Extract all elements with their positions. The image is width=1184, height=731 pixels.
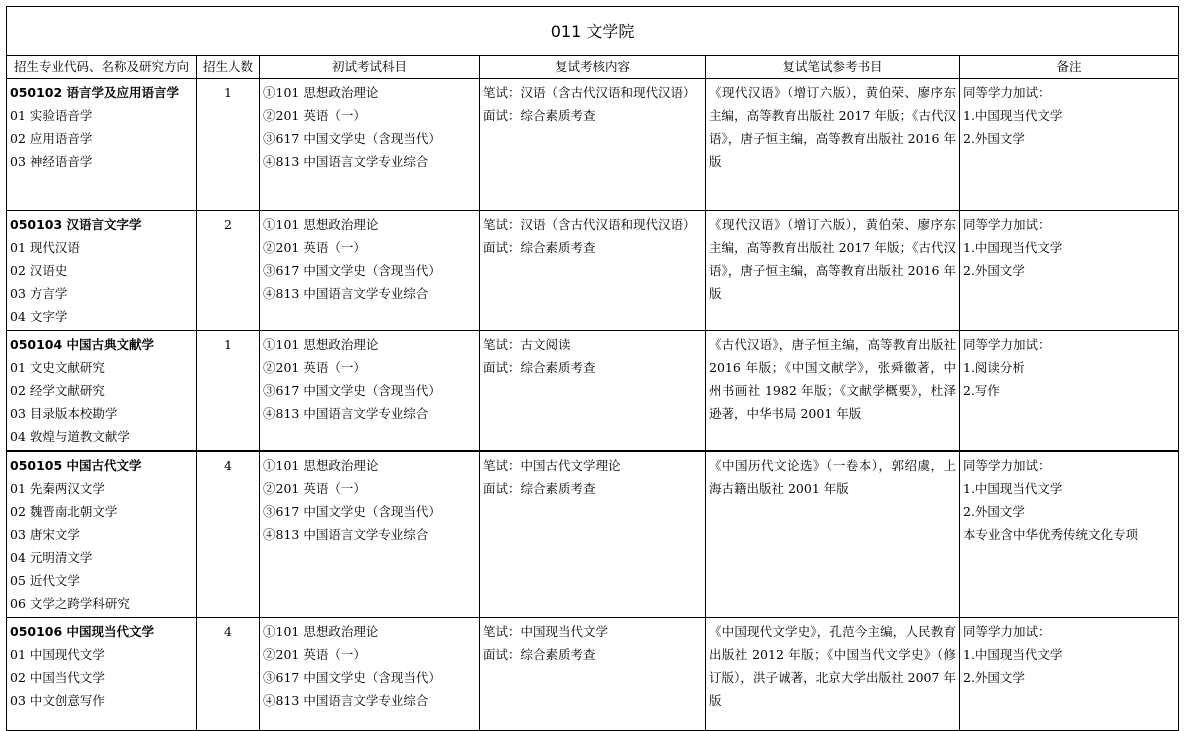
col-major-header: 招生专业代码、名称及研究方向 <box>7 56 197 79</box>
major-cell <box>7 211 197 331</box>
count-cell: 2 <box>197 211 260 331</box>
books-cell: 《现代汉语》（增订六版），黄伯荣、廖序东主编，高等教育出版社 2017 年版；《古代汉语》，唐子恒主编，高等教育出版社 2016 年版 <box>706 79 960 211</box>
major-title: 050103 汉语言文字学 <box>10 217 142 232</box>
retest-item: 面试：综合素质考查 <box>483 481 596 496</box>
retest-item: 笔试：汉语（含古代汉语和现代汉语） <box>483 217 696 232</box>
direction: 02 魏晋南北朝文学 <box>10 504 118 519</box>
exam-subject: ③617 中国文学史（含现当代） <box>263 263 441 278</box>
major-cell <box>7 79 197 211</box>
col-count-header: 招生人数 <box>197 56 260 79</box>
count-cell: 1 <box>197 79 260 211</box>
table-title: 011 文学院 <box>7 7 1179 56</box>
major-title: 050102 语言学及应用语言学 <box>10 85 180 100</box>
major-title: 050104 中国古典文献学 <box>10 337 155 352</box>
exam-subject: ①101 思想政治理论 <box>263 624 379 639</box>
table-row <box>7 211 1179 331</box>
table-row <box>7 618 1179 731</box>
notes-cell <box>960 451 1179 618</box>
exam-subject: ①101 思想政治理论 <box>263 337 379 352</box>
count-cell: 4 <box>197 451 260 618</box>
exam-subject: ②201 英语（一） <box>263 108 366 123</box>
note-line: 本专业含中华优秀传统文化专项 <box>963 527 1139 542</box>
exam-cell <box>260 618 480 731</box>
col-retest-header: 复试考核内容 <box>480 56 706 79</box>
direction: 05 近代文学 <box>10 573 80 588</box>
exam-subject: ④813 中国语言文学专业综合 <box>263 154 429 169</box>
notes-cell <box>960 211 1179 331</box>
books-cell: 《中国历代文论选》（一卷本），郭绍虞，上海古籍出版社 2001 年版 <box>706 451 960 618</box>
major-cell <box>7 618 197 731</box>
note-line: 2.外国文学 <box>963 131 1025 146</box>
direction: 02 汉语史 <box>10 263 68 278</box>
exam-subject: ④813 中国语言文学专业综合 <box>263 286 429 301</box>
books-cell: 《现代汉语》（增订六版），黄伯荣、廖序东主编，高等教育出版社 2017 年版；《古代汉语》，唐子恒主编，高等教育出版社 2016 年版 <box>706 211 960 331</box>
note-line: 同等学力加试： <box>963 458 1051 473</box>
notes-cell <box>960 618 1179 731</box>
direction: 01 先秦两汉文学 <box>10 481 105 496</box>
note-line: 2.写作 <box>963 383 1000 398</box>
note-line: 同等学力加试： <box>963 337 1051 352</box>
retest-item: 面试：综合素质考查 <box>483 240 596 255</box>
exam-subject: ①101 思想政治理论 <box>263 85 379 100</box>
direction: 02 经学文献研究 <box>10 383 105 398</box>
retest-item: 笔试：古文阅读 <box>483 337 571 352</box>
exam-subject: ①101 思想政治理论 <box>263 458 379 473</box>
admissions-table-wrapper <box>6 6 1178 731</box>
retest-cell <box>480 618 706 731</box>
col-notes-header: 备注 <box>960 56 1179 79</box>
exam-cell <box>260 451 480 618</box>
admissions-table <box>6 6 1179 731</box>
note-line: 1.中国现当代文学 <box>963 108 1063 123</box>
retest-cell <box>480 331 706 452</box>
exam-subject: ③617 中国文学史（含现当代） <box>263 504 441 519</box>
direction: 03 方言学 <box>10 286 68 301</box>
direction: 06 文学之跨学科研究 <box>10 596 130 611</box>
direction: 03 唐宋文学 <box>10 527 80 542</box>
retest-item: 笔试：中国现当代文学 <box>483 624 609 639</box>
exam-subject: ③617 中国文学史（含现当代） <box>263 131 441 146</box>
col-books-header: 复试笔试参考书目 <box>706 56 960 79</box>
direction: 01 文史文献研究 <box>10 360 105 375</box>
direction: 01 实验语音学 <box>10 108 93 123</box>
retest-item: 面试：综合素质考查 <box>483 108 596 123</box>
direction: 01 现代汉语 <box>10 240 80 255</box>
note-line: 同等学力加试： <box>963 85 1051 100</box>
note-line: 1.中国现当代文学 <box>963 240 1063 255</box>
direction: 03 中文创意写作 <box>10 693 105 708</box>
note-line: 2.外国文学 <box>963 670 1025 685</box>
exam-subject: ①101 思想政治理论 <box>263 217 379 232</box>
notes-cell <box>960 79 1179 211</box>
exam-subject: ③617 中国文学史（含现当代） <box>263 670 441 685</box>
books-cell: 《中国现代文学史》，孔范今主编，人民教育出版社 2012 年版；《中国当代文学史》（修订版），洪子诚著，北京大学出版社 2007 年版 <box>706 618 960 731</box>
direction: 02 中国当代文学 <box>10 670 105 685</box>
exam-subject: ④813 中国语言文学专业综合 <box>263 406 429 421</box>
exam-subject: ③617 中国文学史（含现当代） <box>263 383 441 398</box>
books-cell: 《古代汉语》，唐子恒主编，高等教育出版社 2016 年版；《中国文献学》，张舜徽著，中州书画社 1982 年版；《文献学概要》，杜泽逊著，中华书局 2001 年版 <box>706 331 960 452</box>
count-cell: 1 <box>197 331 260 452</box>
table-row <box>7 331 1179 452</box>
column-header-row <box>7 56 1179 79</box>
direction: 04 文字学 <box>10 309 68 324</box>
col-exam-header: 初试考试科目 <box>260 56 480 79</box>
notes-cell <box>960 331 1179 452</box>
direction: 04 元明清文学 <box>10 550 93 565</box>
retest-item: 笔试：汉语（含古代汉语和现代汉语） <box>483 85 696 100</box>
exam-cell <box>260 331 480 452</box>
direction: 03 神经语音学 <box>10 154 93 169</box>
note-line: 同等学力加试： <box>963 624 1051 639</box>
exam-subject: ②201 英语（一） <box>263 360 366 375</box>
note-line: 2.外国文学 <box>963 504 1025 519</box>
retest-cell <box>480 451 706 618</box>
note-line: 1.阅读分析 <box>963 360 1025 375</box>
major-title: 050106 中国现当代文学 <box>10 624 155 639</box>
exam-subject: ④813 中国语言文学专业综合 <box>263 693 429 708</box>
exam-subject: ④813 中国语言文学专业综合 <box>263 527 429 542</box>
exam-cell <box>260 211 480 331</box>
major-cell <box>7 331 197 452</box>
direction: 04 敦煌与道教文献学 <box>10 429 130 444</box>
table-row <box>7 79 1179 211</box>
major-title: 050105 中国古代文学 <box>10 458 142 473</box>
note-line: 同等学力加试： <box>963 217 1051 232</box>
direction: 02 应用语音学 <box>10 131 93 146</box>
direction: 01 中国现代文学 <box>10 647 105 662</box>
note-line: 1.中国现当代文学 <box>963 647 1063 662</box>
note-line: 2.外国文学 <box>963 263 1025 278</box>
exam-subject: ②201 英语（一） <box>263 240 366 255</box>
exam-subject: ②201 英语（一） <box>263 647 366 662</box>
major-cell <box>7 451 197 618</box>
table-row <box>7 451 1179 618</box>
exam-subject: ②201 英语（一） <box>263 481 366 496</box>
note-line: 1.中国现当代文学 <box>963 481 1063 496</box>
retest-item: 笔试：中国古代文学理论 <box>483 458 621 473</box>
retest-item: 面试：综合素质考查 <box>483 360 596 375</box>
retest-cell <box>480 79 706 211</box>
direction: 03 目录版本校勘学 <box>10 406 118 421</box>
exam-cell <box>260 79 480 211</box>
retest-cell <box>480 211 706 331</box>
count-cell: 4 <box>197 618 260 731</box>
retest-item: 面试：综合素质考查 <box>483 647 596 662</box>
